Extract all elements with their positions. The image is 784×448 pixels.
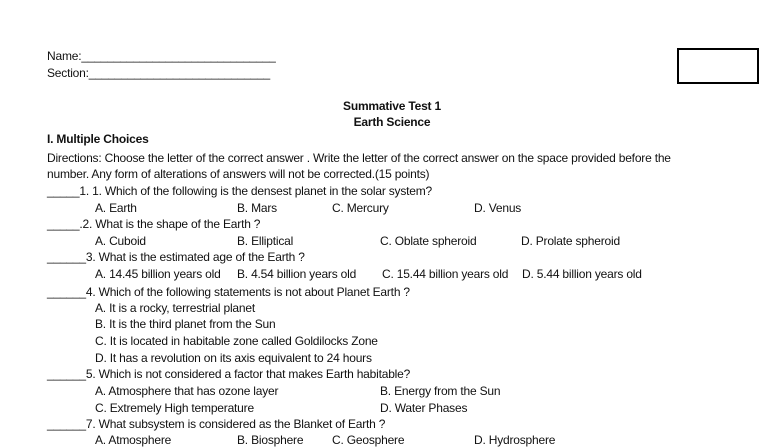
test-title: Summative Test 1 xyxy=(343,99,441,113)
question-4-option-b: B. It is the third planet from the Sun xyxy=(95,317,276,331)
question-5-option-c: C. Extremely High temperature xyxy=(95,401,254,415)
question-2-option-b: B. Elliptical xyxy=(237,234,294,248)
question-2-option-d: D. Prolate spheroid xyxy=(521,234,620,248)
question-1-option-a: A. Earth xyxy=(95,201,137,215)
test-subject: Earth Science xyxy=(353,115,431,129)
question-4-stem: ______4. Which of the following statements is not about Planet Earth ? xyxy=(47,285,410,299)
question-7-option-a: A. Atmosphere xyxy=(95,433,172,447)
question-5-option-d: D. Water Phases xyxy=(380,401,468,415)
question-1-stem: _____1. 1. Which of the following is the densest planet in the solar system? xyxy=(47,184,433,198)
question-3-option-b: B. 4.54 billion years old xyxy=(237,267,357,281)
question-7-option-d: D. Hydrosphere xyxy=(474,433,556,447)
section-field-label: Section:____________________________ xyxy=(47,66,271,80)
question-3-option-a: A. 14.45 billion years old xyxy=(95,267,221,281)
question-4-option-d: D. It has a revolution on its axis equivalent to 24 hours xyxy=(95,351,372,365)
question-7-option-b: B. Biosphere xyxy=(237,433,304,447)
score-box xyxy=(677,48,759,84)
question-5-option-a: A. Atmosphere that has ozone layer xyxy=(95,384,279,398)
question-2-stem: _____.2. What is the shape of the Earth ? xyxy=(47,217,261,231)
question-3-stem: ______3. What is the estimated age of the Earth ? xyxy=(47,250,305,264)
directions-line-1: Directions: Choose the letter of the correct answer . Write the letter of the correct answer on the space provided before the xyxy=(47,151,671,165)
question-7-stem: ______7. What subsystem is considered as the Blanket of Earth ? xyxy=(47,417,386,431)
question-1-option-b: B. Mars xyxy=(237,201,277,215)
question-2-option-a: A. Cuboid xyxy=(95,234,146,248)
question-3-option-c: C. 15.44 billion years old xyxy=(382,267,509,281)
question-5-option-b: B. Energy from the Sun xyxy=(380,384,501,398)
question-3-option-d: D. 5.44 billion years old xyxy=(522,267,642,281)
question-4-option-c: C. It is located in habitable zone called Goldilocks Zone xyxy=(95,334,378,348)
question-5-stem: ______5. Which is not considered a factor that makes Earth habitable? xyxy=(47,367,411,381)
question-7-option-c: C. Geosphere xyxy=(332,433,405,447)
name-field-label: Name:______________________________ xyxy=(47,49,276,63)
question-2-option-c: C. Oblate spheroid xyxy=(380,234,477,248)
question-1-option-d: D. Venus xyxy=(474,201,522,215)
part1-heading: I. Multiple Choices xyxy=(47,132,149,146)
directions-line-2: number. Any form of alterations of answers will not be corrected.(15 points) xyxy=(47,167,430,181)
question-1-option-c: C. Mercury xyxy=(332,201,389,215)
question-4-option-a: A. It is a rocky, terrestrial planet xyxy=(95,301,255,315)
